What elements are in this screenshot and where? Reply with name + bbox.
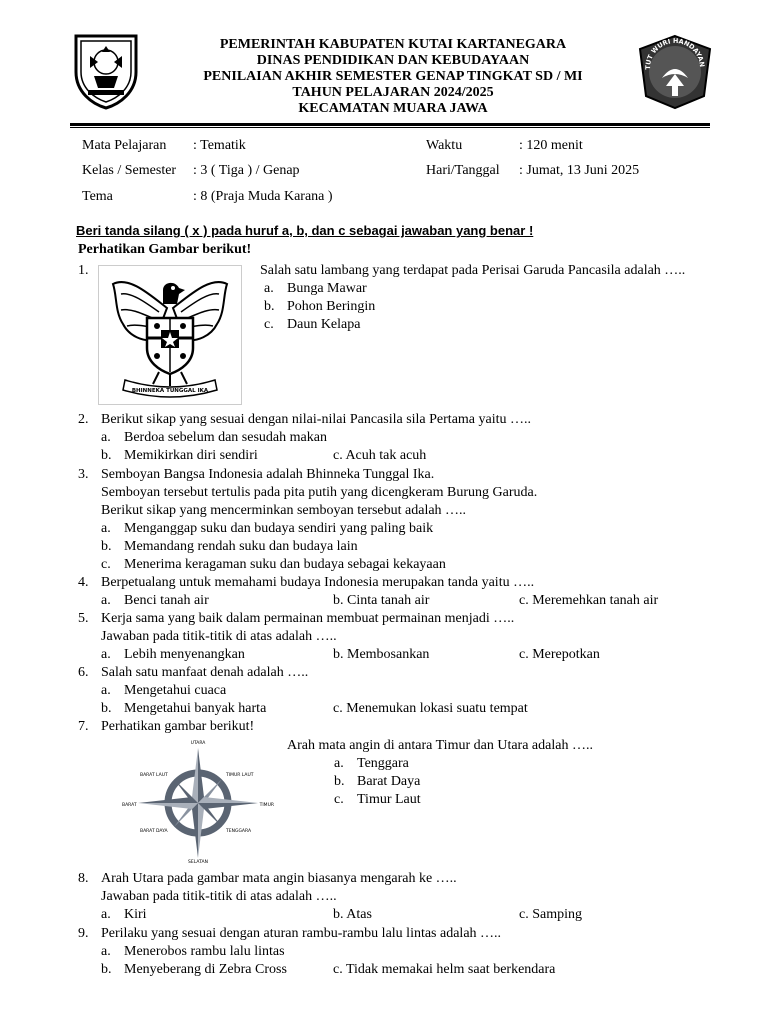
q5-option-b[interactable]: b. Membosankan <box>333 647 430 662</box>
q5-option-a[interactable]: Lebih menyenangkan <box>124 647 245 662</box>
q4-option-a[interactable]: Benci tanah air <box>124 593 209 608</box>
q2-option-a[interactable]: Berdoa sebelum dan sesudah makan <box>124 430 327 445</box>
q8-number: 8. <box>78 871 89 886</box>
q3-option-a[interactable]: Menganggap suku dan budaya sendiri yang paling baik <box>124 521 434 536</box>
q3-option-b-letter: b. <box>101 539 112 554</box>
q3-line-2: Semboyan tersebut tertulis pada pita putih yang dicengkeram Burung Garuda. <box>101 485 538 500</box>
q5-option-c[interactable]: c. Merepotkan <box>519 647 600 662</box>
compass-northeast-label: TIMUR LAUT <box>226 773 254 778</box>
q8-option-c[interactable]: c. Samping <box>519 907 582 922</box>
compass-southwest-label: BARAT DAYA <box>140 829 168 834</box>
q3-option-a-letter: a. <box>101 521 111 536</box>
q6-option-a[interactable]: Mengetahui cuaca <box>124 683 227 698</box>
compass-east-label: TIMUR <box>259 803 274 808</box>
q3-option-c[interactable]: Menerima keragaman suku dan budaya sebagai kekayaan <box>124 557 446 572</box>
q1-number: 1. <box>78 263 89 278</box>
compass-rose-image <box>118 736 278 864</box>
q9-option-a[interactable]: Menerobos rambu lalu lintas <box>124 944 285 959</box>
header-line-1: PEMERINTAH KABUPATEN KUTAI KARTANEGARA <box>219 37 567 52</box>
q6-option-c[interactable]: c. Menemukan lokasi suatu tempat <box>333 701 528 716</box>
q5-line-2: Jawaban pada titik-titik di atas adalah ….. <box>101 629 337 644</box>
q6-option-b-letter: b. <box>101 701 112 716</box>
q1-option-c[interactable]: Daun Kelapa <box>287 317 361 332</box>
q9-text: Perilaku yang sesuai dengan aturan rambu-rambu lalu lintas adalah ….. <box>101 926 502 941</box>
q6-number: 6. <box>78 665 89 680</box>
q4-text: Berpetualang untuk memahami budaya Indonesia merupakan tanda yaitu ….. <box>101 575 535 590</box>
q1-option-b[interactable]: Pohon Beringin <box>287 299 376 314</box>
q4-number: 4. <box>78 575 89 590</box>
q3-line-1: Semboyan Bangsa Indonesia adalah Bhinneka Tunggal Ika. <box>101 467 435 482</box>
header-line-2: DINAS PENDIDIKAN DAN KEBUDAYAAN <box>256 53 530 68</box>
regency-emblem-logo <box>72 32 140 110</box>
subject-value: : Tematik <box>193 138 246 153</box>
header-rule-thick <box>70 123 710 126</box>
q8-option-a[interactable]: Kiri <box>124 907 147 922</box>
header-line-4: TAHUN PELAJARAN 2024/2025 <box>292 85 494 100</box>
q2-option-c[interactable]: c. Acuh tak acuh <box>333 448 427 463</box>
q3-line-3: Berikut sikap yang mencerminkan semboyan tersebut adalah ….. <box>101 503 467 518</box>
date-label: Hari/Tanggal <box>426 163 500 178</box>
header-line-5: KECAMATAN MUARA JAWA <box>298 101 488 116</box>
note-heading: Perhatikan Gambar berikut! <box>78 242 252 257</box>
q2-text: Berikut sikap yang sesuai dengan nilai-nilai Pancasila sila Pertama yaitu ….. <box>101 412 532 427</box>
q2-option-b[interactable]: Memikirkan diri sendiri <box>124 448 258 463</box>
garuda-ribbon-text: BHINNEKA TUNGGAL IKA <box>131 388 209 394</box>
q7-option-b-letter: b. <box>334 774 345 789</box>
class-label: Kelas / Semester <box>82 163 177 178</box>
header-rule-thin <box>70 127 710 128</box>
q7-option-a[interactable]: Tenggara <box>357 756 409 771</box>
q1-option-a-letter: a. <box>264 281 274 296</box>
compass-north-label: UTARA <box>190 741 206 746</box>
compass-west-label: BARAT <box>122 803 137 808</box>
q4-option-a-letter: a. <box>101 593 111 608</box>
class-value: : 3 ( Tiga ) / Genap <box>193 163 300 178</box>
instruction: Beri tanda silang ( x ) pada huruf a, b, dan c sebagai jawaban yang benar ! <box>76 223 534 238</box>
subject-label: Mata Pelajaran <box>82 138 167 153</box>
compass-south-label: SELATAN <box>188 860 208 864</box>
q2-number: 2. <box>78 412 89 427</box>
time-value: : 120 menit <box>519 138 583 153</box>
q9-option-c[interactable]: c. Tidak memakai helm saat berkendara <box>333 962 556 977</box>
tut-wuri-handayani-logo <box>636 34 714 110</box>
q8-line-2: Jawaban pada titik-titik di atas adalah ….. <box>101 889 337 904</box>
garuda-pancasila-image <box>98 265 242 405</box>
compass-southeast-label: TENGGARA <box>226 829 252 834</box>
theme-label: Tema <box>82 189 113 204</box>
q8-option-b[interactable]: b. Atas <box>333 907 372 922</box>
date-value: : Jumat, 13 Juni 2025 <box>519 163 640 178</box>
q1-text: Salah satu lambang yang terdapat pada Perisai Garuda Pancasila adalah ….. <box>260 263 686 278</box>
q8-line-1: Arah Utara pada gambar mata angin biasanya mengarah ke ….. <box>101 871 457 886</box>
q6-option-a-letter: a. <box>101 683 111 698</box>
q2-option-a-letter: a. <box>101 430 111 445</box>
q3-number: 3. <box>78 467 89 482</box>
q9-option-b-letter: b. <box>101 962 112 977</box>
q7-option-b[interactable]: Barat Daya <box>357 774 421 789</box>
q7-option-c[interactable]: Timur Laut <box>357 792 421 807</box>
q4-option-b[interactable]: b. Cinta tanah air <box>333 593 430 608</box>
time-label: Waktu <box>426 138 463 153</box>
theme-value: : 8 (Praja Muda Karana ) <box>193 189 333 204</box>
q9-option-a-letter: a. <box>101 944 111 959</box>
q6-text: Salah satu manfaat denah adalah ….. <box>101 665 309 680</box>
q1-option-a[interactable]: Bunga Mawar <box>287 281 367 296</box>
q5-number: 5. <box>78 611 89 626</box>
q7-option-c-letter: c. <box>334 792 344 807</box>
q7-text: Perhatikan gambar berikut! <box>101 719 255 734</box>
compass-northwest-label: BARAT LAUT <box>140 773 168 778</box>
q8-option-a-letter: a. <box>101 907 111 922</box>
q2-option-b-letter: b. <box>101 448 112 463</box>
tut-wuri-logo-text: TUT WURI HANDAYAN <box>643 36 707 70</box>
q3-option-b[interactable]: Memandang rendah suku dan budaya lain <box>124 539 358 554</box>
q6-option-b[interactable]: Mengetahui banyak harta <box>124 701 267 716</box>
header-line-3: PENILAIAN AKHIR SEMESTER GENAP TINGKAT SD / MI <box>203 69 583 84</box>
q7-option-a-letter: a. <box>334 756 344 771</box>
q4-option-c[interactable]: c. Meremehkan tanah air <box>519 593 659 608</box>
q1-option-b-letter: b. <box>264 299 275 314</box>
q7-question: Arah mata angin di antara Timur dan Utara adalah ….. <box>287 738 593 753</box>
q9-option-b[interactable]: Menyeberang di Zebra Cross <box>124 962 287 977</box>
q5-option-a-letter: a. <box>101 647 111 662</box>
q5-line-1: Kerja sama yang baik dalam permainan membuat permainan menjadi ….. <box>101 611 515 626</box>
q1-option-c-letter: c. <box>264 317 274 332</box>
q3-option-c-letter: c. <box>101 557 111 572</box>
q9-number: 9. <box>78 926 89 941</box>
q7-number: 7. <box>78 719 89 734</box>
